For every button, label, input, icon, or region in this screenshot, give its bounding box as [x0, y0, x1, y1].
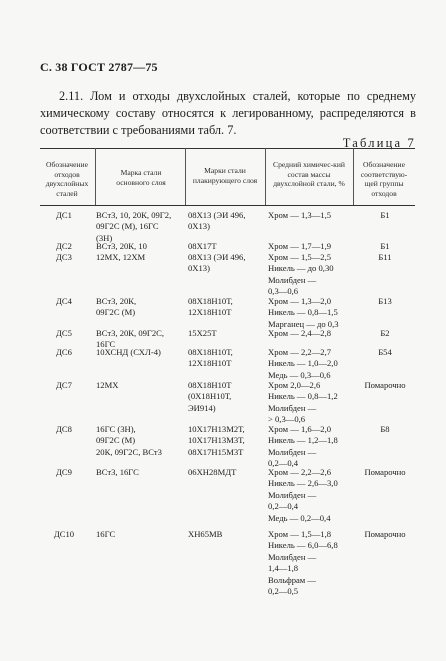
cell-line: Хром — 1,5—2,5 [268, 252, 332, 262]
cell-group: Б11 [378, 252, 392, 262]
cell-code: ДС2 [56, 241, 72, 251]
cell-line: 10ХСНД (СХЛ-4) [96, 347, 161, 357]
cell-line: 0,2—0,5 [268, 586, 299, 597]
cell-line: Никель — 0,8—1,2 [268, 391, 338, 402]
cell-code: ДС7 [56, 380, 72, 390]
cell-line: ВСт3, 20К, [96, 296, 137, 306]
cell-line: Хром — 2,4—2,8 [268, 328, 332, 338]
cell-line: 09Г2С (М) [96, 307, 136, 318]
cell-code: ДС5 [56, 328, 72, 338]
cell-line: 09Г2С (М) [96, 435, 136, 446]
cell-group: Помарочно [364, 380, 406, 390]
cell-group: Б1 [380, 241, 390, 251]
cell-line: Медь — 0,2—0,4 [268, 512, 331, 523]
cell-line: 0,3—0,6 [268, 286, 299, 297]
cell-base-steel [96, 296, 188, 319]
cell-line: Медь — 0,3—0,6 [268, 369, 331, 380]
table-header-rule [40, 205, 415, 206]
cell-clad-steel [188, 347, 270, 370]
cell-line: Хром — 1,3—1,5 [268, 210, 332, 220]
cell-line: Никель — 1,2—1,8 [268, 435, 338, 446]
cell-line: 0,2—0,4 [268, 458, 299, 469]
cell-composition [268, 380, 353, 426]
cell-line: 20К, 09Г2С, ВСт3 [96, 446, 162, 457]
cell-composition [268, 424, 353, 470]
cell-line: Никель — 2,6—3,0 [268, 478, 338, 489]
cell-line: Молибден — [268, 402, 317, 413]
cell-line: ВСт3, 20К, 10 [96, 241, 147, 251]
cell-line: 08Х18Н10Т, [188, 296, 233, 306]
cell-line: Хром — 1,5—1,8 [268, 529, 332, 539]
cell-clad-steel [188, 467, 270, 478]
cell-line: ХН65МВ [188, 529, 223, 539]
cell-line: 12МХ, 12ХМ [96, 252, 146, 262]
cell-line: Молибден — [268, 274, 317, 285]
cell-composition [268, 252, 353, 298]
cell-line: Хром 2,0—2,6 [268, 380, 321, 390]
cell-line: ВСт3, 10, 20К, 09Г2, [96, 210, 172, 220]
cell-line: Марганец — до 0,3 [268, 318, 339, 329]
cell-base-steel [96, 380, 188, 391]
cell-line: Молибден — [268, 489, 317, 500]
cell-line: Хром — 1,7—1,9 [268, 241, 332, 251]
cell-clad-steel [188, 241, 270, 252]
cell-code: ДС9 [56, 467, 72, 477]
cell-line: Никель — до 0,30 [268, 263, 334, 274]
page-header: С. 38 ГОСТ 2787—75 [40, 60, 158, 74]
header-base-steel: Марка стали основного слоя [116, 168, 166, 187]
cell-base-steel [96, 210, 188, 244]
cell-line: 10Х17Н13М3Т, [188, 435, 245, 446]
cell-group: Б13 [378, 296, 392, 306]
cell-line: > 0,3—0,6 [268, 414, 306, 425]
header-clad-steel: Марки стали плакирующего слоя [192, 166, 258, 185]
cell-line: ЭИ914) [188, 402, 216, 413]
cell-group: Помарочно [364, 467, 406, 477]
cell-code: ДС8 [56, 424, 72, 434]
cell-composition [268, 347, 353, 381]
cell-line: 1,4—1,8 [268, 563, 299, 574]
column-divider [185, 148, 186, 205]
intro-paragraph: 2.11. Лом и отходы двухслойных сталей, которые по среднему химическому составу относятся к легированному, распределяются в соответствии с требованиями табл. 7. [40, 89, 416, 137]
header-group: Обозначение соответствую-щей группы отходов [360, 160, 408, 198]
cell-line: 08Х13 (ЭИ 496, [188, 252, 246, 262]
cell-clad-steel [188, 424, 270, 458]
cell-base-steel [96, 252, 188, 263]
cell-line: 0Х13) [188, 263, 210, 274]
cell-composition [268, 467, 353, 524]
cell-code: ДС10 [53, 529, 75, 539]
cell-line: Хром — 2,2—2,7 [268, 347, 332, 357]
cell-clad-steel [188, 529, 270, 540]
cell-base-steel [96, 529, 188, 540]
cell-line: 16ГС (3Н), [96, 424, 136, 434]
cell-line: 08Х17Т [188, 241, 217, 251]
cell-group: Б8 [380, 424, 390, 434]
cell-line: 12Х18Н10Т [188, 307, 232, 318]
cell-line: Никель — 1,0—2,0 [268, 358, 338, 369]
cell-code: ДС3 [56, 252, 72, 262]
cell-line: Молибден — [268, 446, 317, 457]
cell-clad-steel [188, 252, 270, 275]
cell-line: Молибден — [268, 551, 317, 562]
column-divider [265, 148, 266, 205]
cell-line: 0Х13) [188, 221, 210, 232]
cell-group: Б2 [380, 328, 390, 338]
cell-line: 16ГС [96, 339, 116, 350]
cell-clad-steel [188, 328, 270, 339]
header-code: Обозначение отходов двухслойных сталей [45, 160, 89, 198]
cell-group: Б54 [378, 347, 392, 357]
cell-line: Хром — 1,6—2,0 [268, 424, 332, 434]
cell-line: 08Х18Н10Т [188, 380, 232, 390]
cell-line: 08Х13 (ЭИ 496, [188, 210, 246, 220]
column-divider [95, 148, 96, 205]
cell-composition [268, 241, 353, 252]
cell-line: 08Х17Н15М3Т [188, 446, 244, 457]
cell-group: Б1 [380, 210, 390, 220]
cell-base-steel [96, 241, 188, 252]
cell-line: 08Х18Н10Т, [188, 347, 233, 357]
cell-line: 12Х18Н10Т [188, 358, 232, 369]
cell-code: ДС4 [56, 296, 72, 306]
cell-line: Никель — 0,8—1,5 [268, 307, 338, 318]
cell-composition [268, 328, 353, 339]
cell-line: 0,2—0,4 [268, 501, 299, 512]
cell-code: ДС1 [56, 210, 72, 220]
cell-line: Хром — 1,3—2,0 [268, 296, 332, 306]
cell-group: Помарочно [364, 529, 406, 539]
cell-line: 15Х25Т [188, 328, 217, 338]
cell-line: 12МХ [96, 380, 119, 390]
cell-line: 10Х17Н13М2Т, [188, 424, 245, 434]
cell-line: Вольфрам — [268, 574, 316, 585]
cell-base-steel [96, 467, 188, 478]
cell-line: 06ХН28МДТ [188, 467, 237, 477]
cell-clad-steel [188, 380, 270, 414]
cell-clad-steel [188, 210, 270, 233]
table-top-rule [40, 148, 415, 149]
cell-base-steel [96, 347, 188, 358]
cell-line: Никель — 6,0—6,8 [268, 540, 338, 551]
cell-composition [268, 296, 353, 330]
cell-line: ВСт3, 16ГС [96, 467, 139, 477]
column-divider [353, 148, 354, 205]
cell-line: (0Х18Н10Т, [188, 391, 232, 402]
cell-code: ДС6 [56, 347, 72, 357]
cell-composition [268, 529, 353, 597]
cell-composition [268, 210, 353, 221]
header-composition: Средний химичес-кий состав массы двухслойной стали, % [273, 160, 345, 189]
cell-clad-steel [188, 296, 270, 319]
table-caption: Таблица 7 [342, 136, 416, 150]
cell-line: ВСт3, 20К, 09Г2С, [96, 328, 165, 338]
cell-base-steel [96, 424, 188, 458]
cell-line: 16ГС [96, 529, 116, 539]
cell-line: Хром — 2,2—2,6 [268, 467, 332, 477]
cell-line: (3Н) [96, 232, 113, 243]
cell-line: 09Г2С (М), 16ГС [96, 221, 159, 232]
